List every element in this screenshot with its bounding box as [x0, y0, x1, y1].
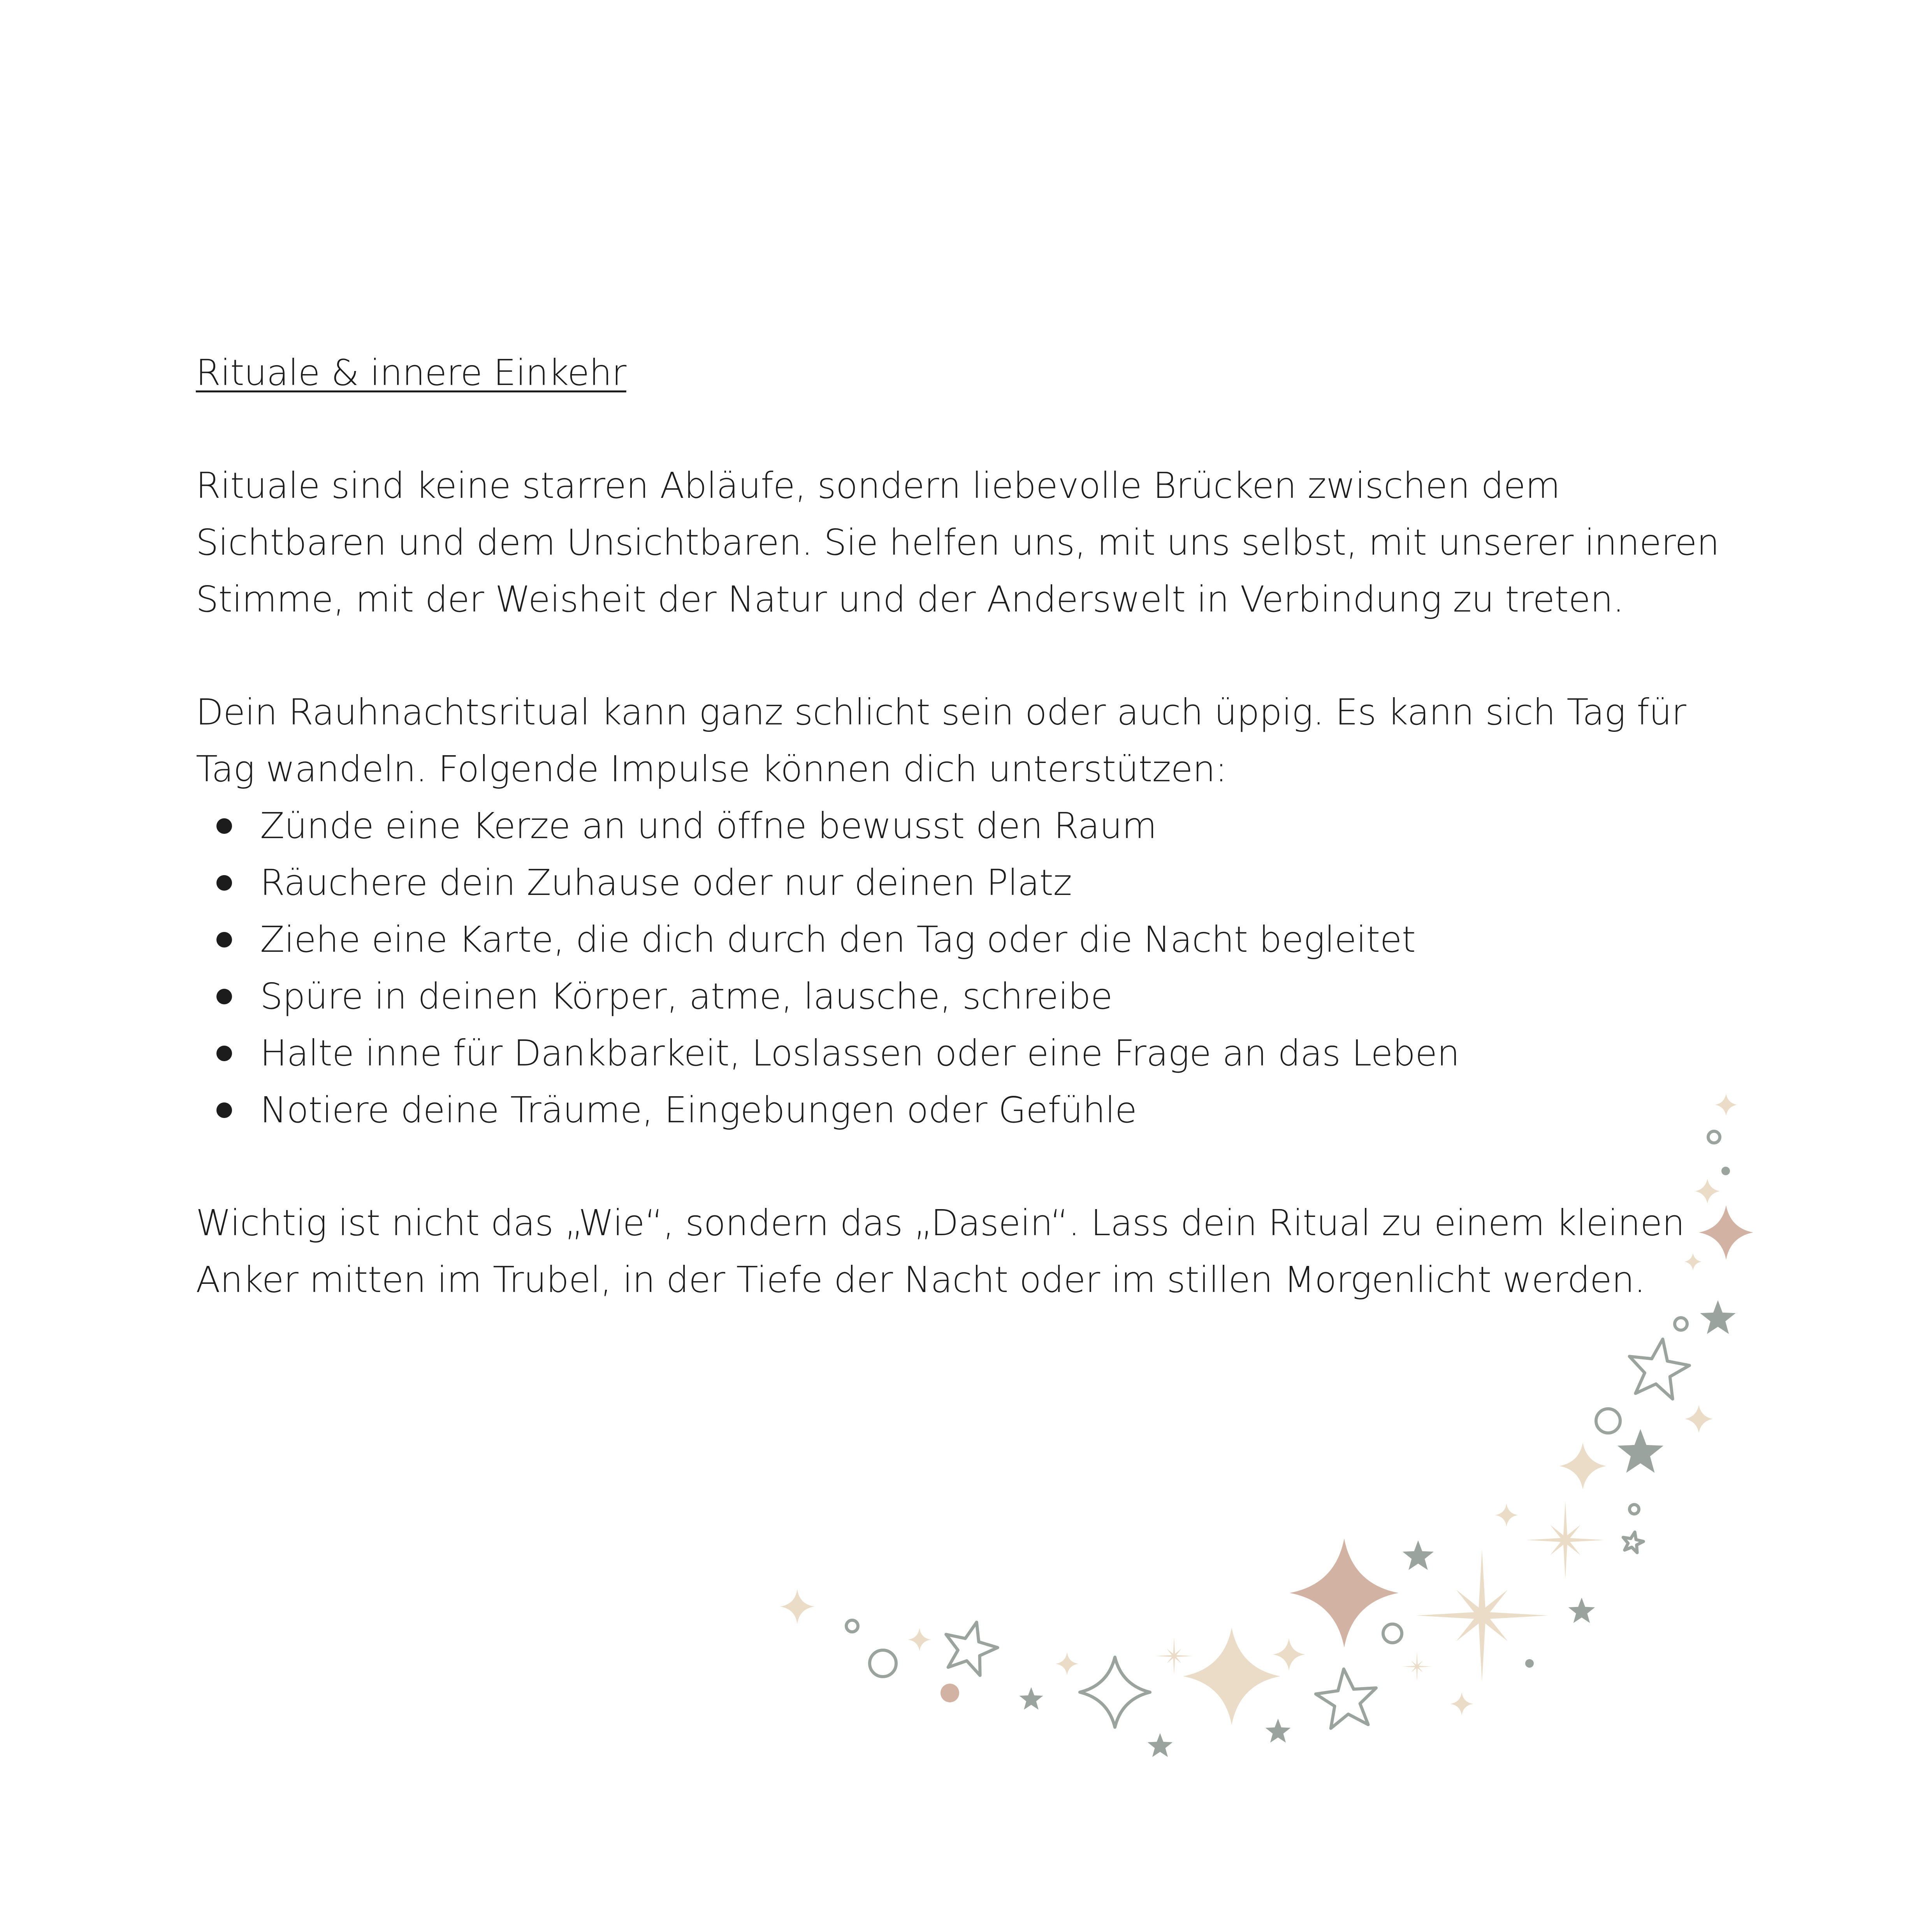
list-item	[196, 1082, 1753, 1139]
star-outline-icon	[1623, 1532, 1644, 1553]
bullet-icon	[216, 818, 232, 834]
bullet-icon	[216, 875, 232, 891]
bullet-icon	[216, 932, 232, 948]
sparkle-icon	[1495, 1503, 1518, 1527]
list-item	[196, 798, 1753, 854]
closing-paragraph: Wichtig ist nicht das „Wie“, sondern das „Dasein“. Lass dein Ritual zu einem kleinen Anker mitten im Trubel, in der Tiefe der Nacht oder im stillen Morgenlicht werden.	[196, 1202, 1685, 1301]
circle-outline-icon	[1675, 1318, 1687, 1330]
starburst-icon	[1416, 1549, 1548, 1682]
starburst-icon	[1526, 1501, 1604, 1579]
dot-icon	[1525, 1659, 1534, 1668]
page-content	[196, 345, 1753, 1308]
sparkle-icon	[780, 1589, 815, 1624]
list-item-text: Räuchere dein Zuhause oder nur deinen Platz	[260, 862, 1072, 904]
circle-outline-icon	[870, 1650, 896, 1677]
sparkle-outline-icon	[1080, 1657, 1150, 1727]
star-icon	[1266, 1719, 1291, 1743]
list-item	[196, 911, 1753, 968]
sparkle-icon	[1450, 1692, 1473, 1716]
sparkle-icon	[1290, 1538, 1399, 1647]
star-icon	[1403, 1540, 1434, 1570]
circle-outline-icon	[1383, 1624, 1402, 1643]
list-item-text: Spüre in deinen Körper, atme, lausche, schreibe	[260, 976, 1113, 1017]
sparkle-icon	[1183, 1628, 1280, 1725]
starburst-icon	[1402, 1652, 1432, 1681]
sparkle-icon	[908, 1628, 931, 1651]
list-item-text: Halte inne für Dankbarkeit, Loslassen oder eine Frage an das Leben	[260, 1032, 1460, 1074]
dot-icon	[941, 1684, 959, 1702]
impulse-list	[196, 798, 1753, 1139]
star-icon	[1568, 1598, 1595, 1623]
sparkle-icon	[1559, 1443, 1606, 1489]
list-item-text: Zünde eine Kerze an und öffne bewusst den Raum	[260, 805, 1157, 847]
sparkle-icon	[1273, 1638, 1305, 1671]
bullet-icon	[216, 1102, 232, 1118]
star-outline-icon	[946, 1622, 998, 1675]
list-item-text: Ziehe eine Karte, die dich durch den Tag oder die Nacht begleitet	[260, 919, 1416, 960]
list-item	[196, 968, 1753, 1025]
bullet-icon	[216, 1046, 232, 1061]
intro-paragraph: Rituale sind keine starren Abläufe, sondern liebevolle Brücken zwischen dem Sichtbaren und dem Unsichtbaren. Sie helfen uns, mit uns selbst, mit unserer inneren Stimme, mit der Weisheit der Natur und der Anderswelt in Verbindung zu treten.	[196, 465, 1719, 620]
list-item	[196, 1025, 1753, 1082]
star-outline-icon	[1316, 1669, 1376, 1728]
sparkle-icon	[1685, 1405, 1713, 1433]
bullet-icon	[216, 989, 232, 1004]
starburst-icon	[1155, 1637, 1193, 1675]
star-icon	[1148, 1733, 1173, 1757]
ritual-paragraph: Dein Rauhnachtsritual kann ganz schlicht sein oder auch üppig. Es kann sich Tag für Tag wandeln. Folgende Impulse können dich unterstützen:	[196, 691, 1686, 790]
star-icon	[1020, 1687, 1043, 1710]
list-item-text: Notiere deine Träume, Eingebungen oder Gefühle	[260, 1089, 1137, 1131]
sparkle-icon	[1055, 1652, 1079, 1675]
circle-outline-icon	[846, 1620, 858, 1632]
circle-outline-icon	[1596, 1409, 1620, 1433]
star-outline-icon	[1630, 1339, 1689, 1399]
circle-outline-icon	[1630, 1505, 1639, 1514]
list-item	[196, 854, 1753, 911]
section-heading: Rituale & innere Einkehr	[196, 352, 626, 394]
star-icon	[1617, 1429, 1663, 1473]
